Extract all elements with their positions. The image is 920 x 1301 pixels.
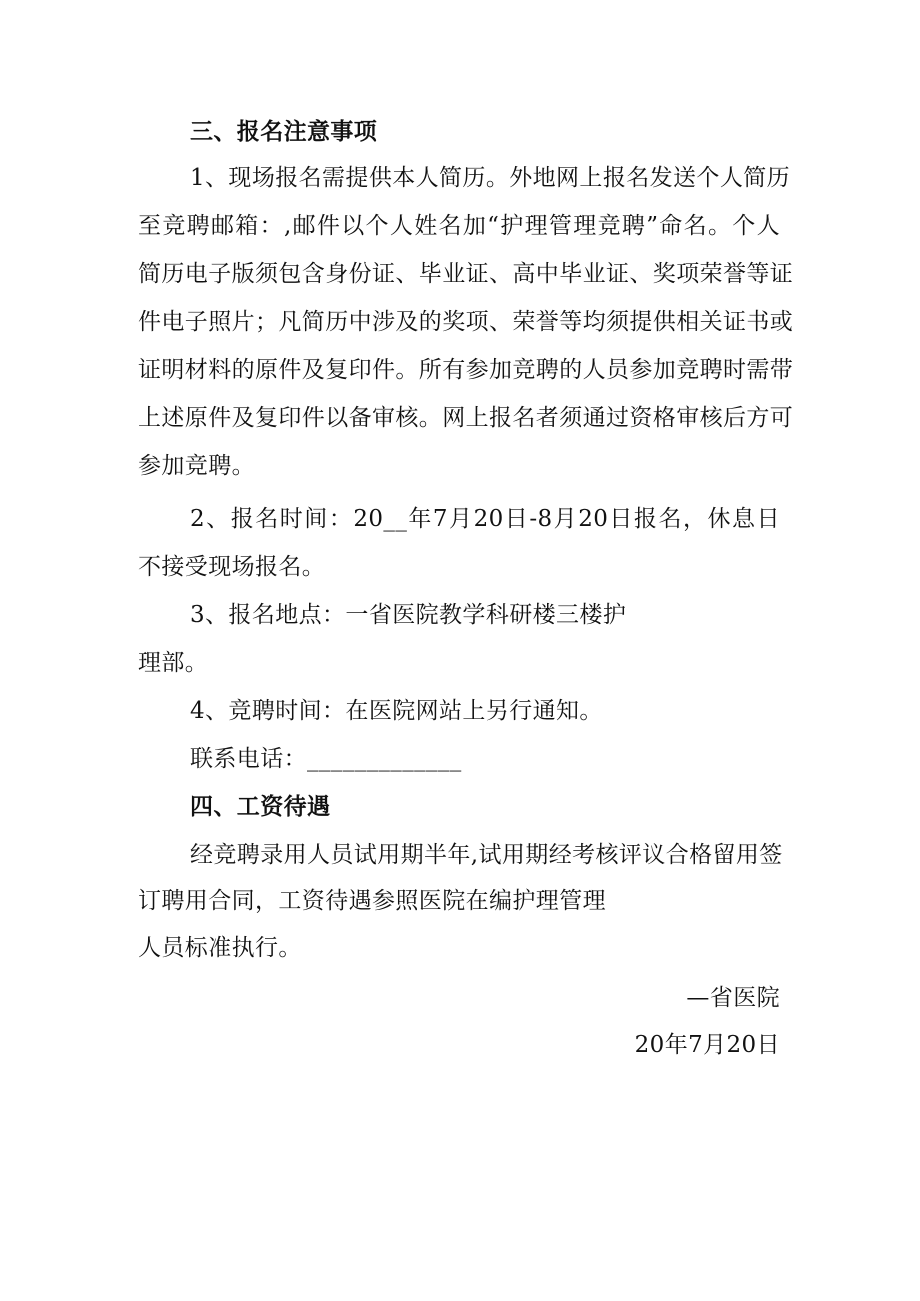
section3-item1-line: 参加竞聘。 [138, 453, 255, 479]
section3-item1-line: 至竞聘邮箱：,邮件以个人姓名加“护理管理竞聘”命名。个人 [138, 213, 780, 239]
section3-item1-line: 1、现场报名需提供本人简历。外地网上报名发送个人简历 [190, 165, 791, 191]
signature-date: 20年7月20日 [634, 1032, 780, 1058]
section3-item1-line: 简历电子版须包含身份证、毕业证、高中毕业证、奖项荣誉等证 [138, 261, 794, 287]
section3-item3-line: 理部。 [138, 650, 209, 676]
section3-item1-line: 件电子照片；凡简历中涉及的奖项、荣誉等均须提供相关证书或 [138, 309, 794, 335]
signature-org: —省医院 [686, 985, 780, 1011]
section3-heading: 三、报名注意事项 [190, 119, 378, 145]
section3-item1-line: 证明材料的原件及复印件。所有参加竞聘的人员参加竞聘时需带 [138, 357, 794, 383]
section3-item4: 4、竞聘时间：在医院网站上另行通知。 [190, 698, 603, 724]
contact-phone: 联系电话：_____________ [190, 746, 462, 772]
section3-item2-line: 2、报名时间：20__年7月20日-8月20日报名，休息日 [190, 506, 780, 532]
section3-item2-line: 不接受现场报名。 [138, 554, 326, 580]
section4-body-line: 订聘用合同，工资待遇参照医院在编护理管理 [138, 888, 606, 914]
section4-body-line: 经竞聘录用人员试用期半年,试用期经考核评议合格留用签 [190, 842, 783, 868]
section4-heading: 四、工资待遇 [190, 794, 331, 820]
section3-item3-line: 3、报名地点：一省医院教学科研楼三楼护 [190, 602, 627, 628]
section3-item1-line: 上述原件及复印件以备审核。网上报名者须通过资格审核后方可 [138, 405, 794, 431]
section4-body-line: 人员标准执行。 [138, 935, 302, 961]
